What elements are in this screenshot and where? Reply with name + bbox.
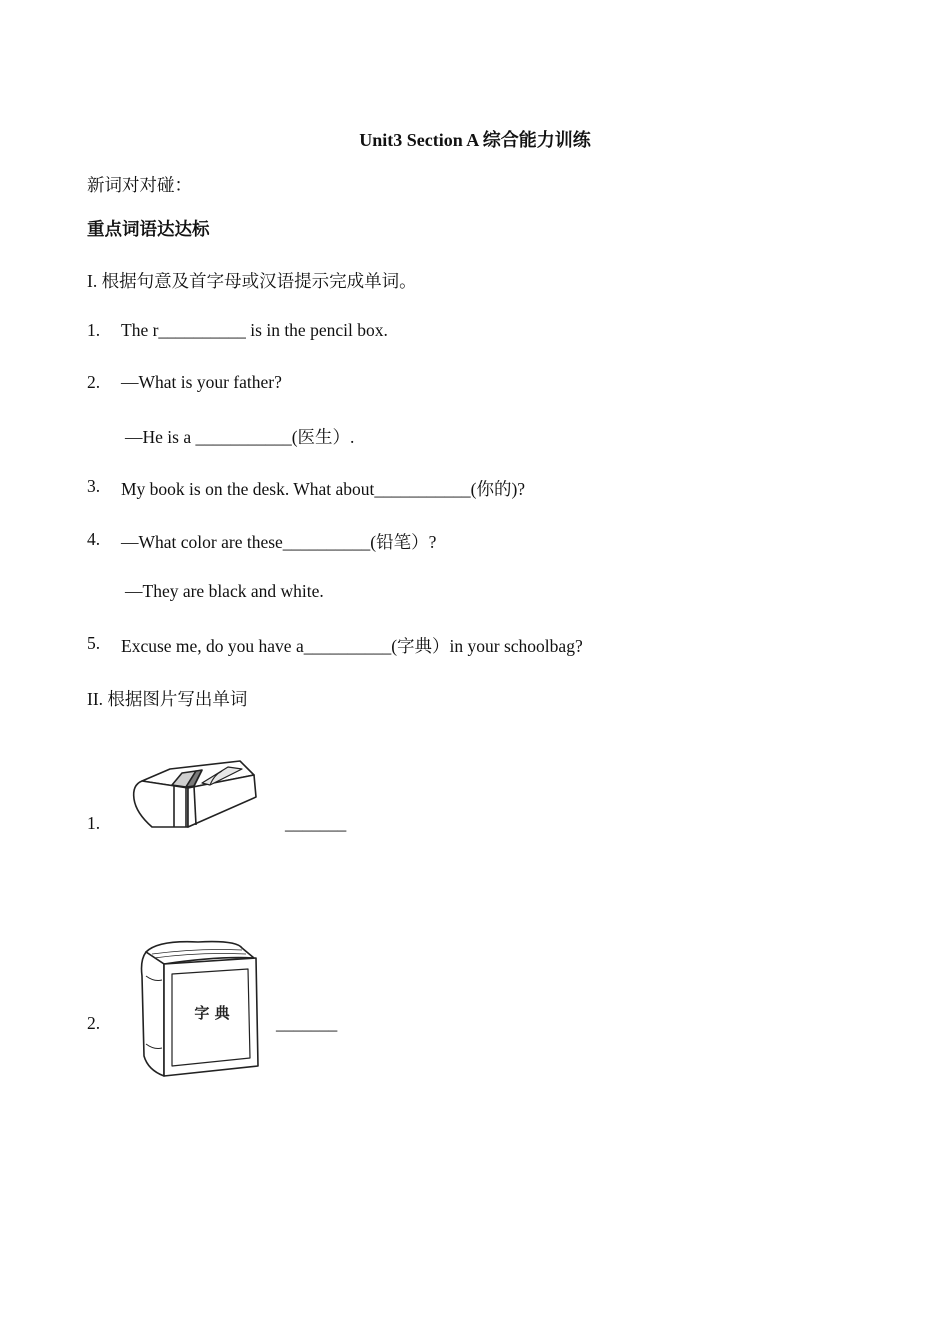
item-number: 1.	[87, 320, 101, 340]
item-number: 4.	[87, 529, 101, 549]
question-5: Excuse me, do you have a__________(字典）in your schoolbag?	[121, 636, 583, 656]
part2-heading: II. 根据图片写出单词	[87, 689, 248, 709]
answer-blank: _______	[285, 813, 347, 833]
answer-blank: _______	[276, 1013, 338, 1033]
question-3: My book is on the desk. What about___________(你的)?	[121, 479, 526, 499]
cover-title: 字 典	[194, 1004, 230, 1022]
item-number: 5.	[87, 633, 101, 653]
item-number: 3.	[87, 476, 101, 496]
page-title: Unit3 Section A 综合能力训练	[359, 130, 591, 150]
question-4-line-2: —They are black and white.	[125, 581, 324, 601]
item-number: 1.	[87, 813, 101, 833]
part1-heading: I. 根据句意及首字母或汉语提示完成单词。	[87, 271, 417, 291]
item-number: 2.	[87, 372, 101, 392]
item-number: 2.	[87, 1013, 101, 1033]
eraser-picture	[130, 755, 262, 835]
question-2-line-2: —He is a ___________(医生）.	[125, 427, 355, 447]
dictionary-picture	[138, 936, 264, 1080]
question-4-line-1: —What color are these__________(铅笔）?	[121, 532, 437, 552]
intro-text: 新词对对碰：	[87, 175, 192, 195]
key-vocab-heading: 重点词语达达标	[87, 219, 210, 239]
question-1: The r__________ is in the pencil box.	[121, 320, 388, 340]
question-2-line-1: —What is your father?	[121, 372, 282, 392]
